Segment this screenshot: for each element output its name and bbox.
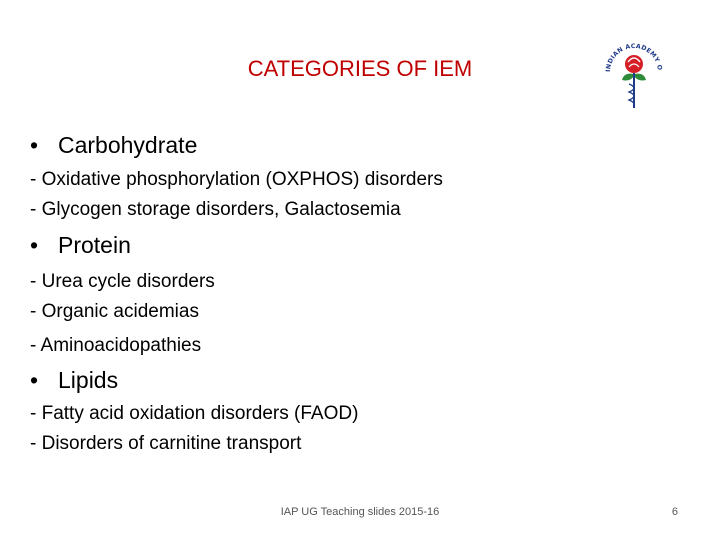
list-item: - Aminoacidopathies: [30, 335, 202, 356]
bullet-icon: •: [30, 232, 39, 258]
list-item: - Disorders of carnitine transport: [30, 433, 302, 454]
slide-title: CATEGORIES OF IEM: [247, 56, 473, 81]
list-item: - Fatty acid oxidation disorders (FAOD): [30, 403, 359, 424]
svg-text:INDIAN ACADEMY OF PEDIATRICS: INDIAN ACADEMY O: [604, 42, 664, 73]
section-heading-label: Carbohydrate: [58, 132, 198, 158]
section-heading-carbohydrate: [30, 130, 197, 160]
list-item: - Urea cycle disorders: [30, 271, 215, 292]
section-heading-lipids: [30, 365, 118, 395]
page-number: 6: [671, 506, 678, 518]
list-item: - Glycogen storage disorders, Galactosemia: [30, 199, 401, 220]
bullet-icon: •: [30, 132, 39, 158]
list-item: - Organic acidemias: [30, 301, 199, 322]
iap-logo-icon: [598, 28, 670, 112]
section-heading-label: Lipids: [58, 367, 119, 393]
bullet-icon: •: [30, 367, 39, 393]
section-heading-label: Protein: [58, 232, 131, 258]
iap-logo: [598, 28, 670, 112]
list-item: - Oxidative phosphorylation (OXPHOS) disorders: [30, 169, 443, 190]
slide-footer: IAP UG Teaching slides 2015-16: [280, 506, 440, 518]
section-heading-protein: [30, 230, 131, 260]
